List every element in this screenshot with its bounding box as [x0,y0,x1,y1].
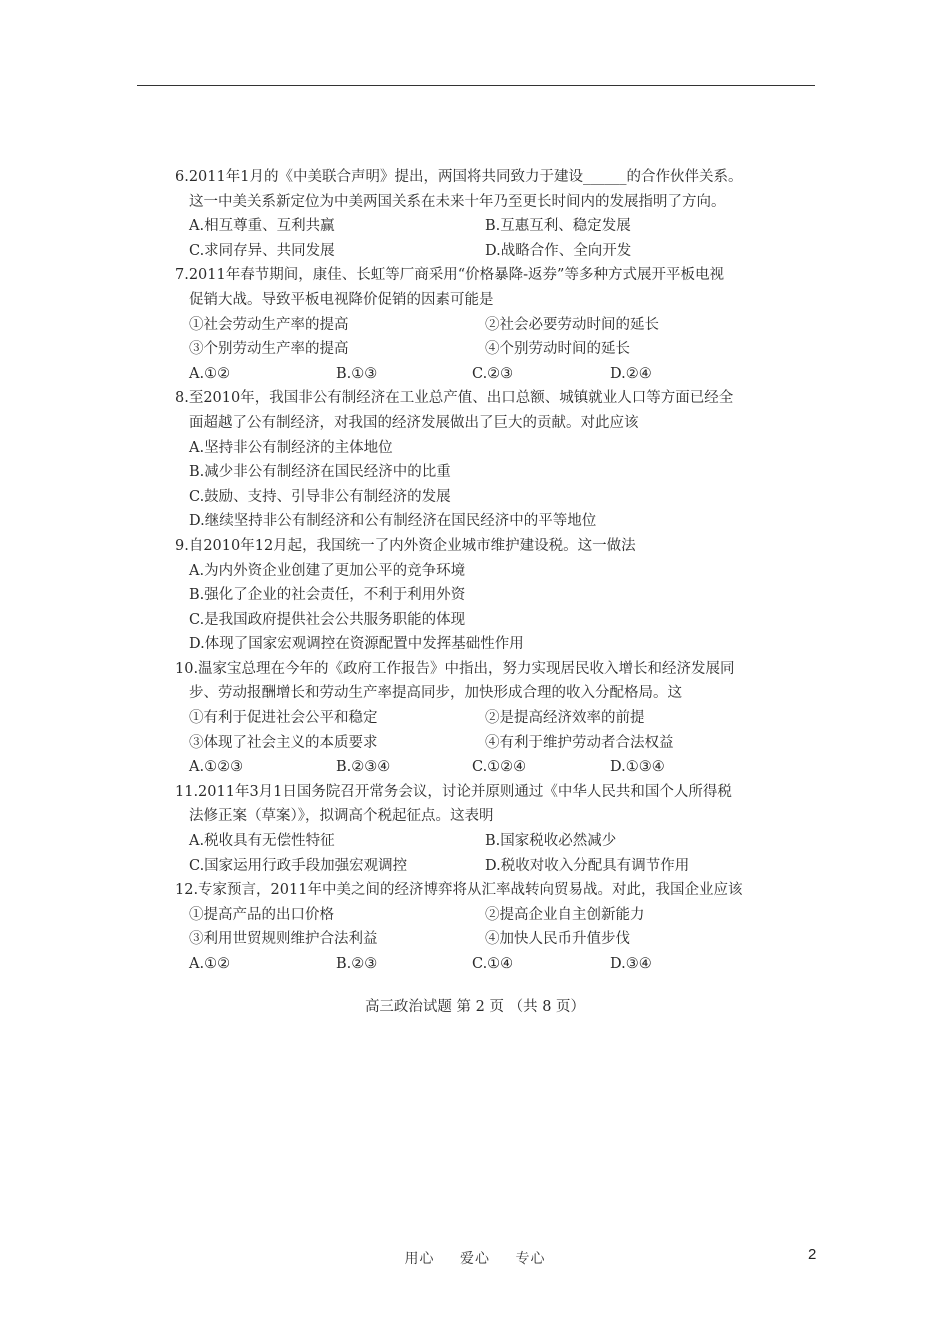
page-label: 高三政治试题 第 2 页 （共 8 页） [364,999,586,1015]
option-row [175,214,775,239]
question-stem: 10.温家宝总理在今年的《政府工作报告》中指出，努力实现居民收入增长和经济发展同 [175,660,735,677]
option-c[interactable]: C.②③ [472,365,514,382]
statement-row [175,903,775,928]
statement-1: ①提高产品的出口价格 [189,906,334,923]
option-c[interactable]: C.①④ [472,956,514,972]
option-b[interactable]: B.②③ [336,956,378,972]
option-row [175,362,775,387]
option-a[interactable]: A.税收具有无偿性特征 [189,833,335,850]
option-d[interactable]: D.③④ [610,956,652,972]
question-stem: 12.专家预言，2011年中美之间的经济博弈将从汇率战转向贸易战。对此，我国企业应该 [175,882,743,899]
option-c[interactable]: C.是我国政府提供社会公共服务职能的体现 [189,611,466,628]
option-d[interactable]: D.②④ [610,365,652,382]
page-number: 2 [808,1246,817,1263]
header-rule [137,85,815,86]
question-stem: 促销大战。导致平板电视降价促销的因素可能是 [189,291,494,308]
statement-4: ④个别劳动时间的延长 [485,341,630,358]
option-a[interactable]: A.①② [189,365,231,382]
question-10 [175,657,775,780]
option-a[interactable]: A.相互尊重、互利共赢 [189,218,335,235]
question-8 [175,386,775,534]
statement-2: ②社会必要劳动时间的延长 [485,316,659,333]
option-b[interactable]: B.互惠互利、稳定发展 [485,218,631,235]
question-stem: 面超越了公有制经济，对我国的经济发展做出了巨大的贡献。对此应该 [189,414,639,431]
option-d[interactable]: D.战略合作、全向开发 [485,242,632,259]
option-b[interactable]: B.①③ [336,365,378,382]
statement-1: ①社会劳动生产率的提高 [189,316,349,333]
option-c[interactable]: C.①②④ [472,759,527,776]
option-d[interactable]: D.①③④ [610,759,665,776]
statement-3: ③利用世贸规则维护合法利益 [189,931,378,948]
option-a[interactable]: A.①②③ [189,759,244,776]
question-12 [175,878,775,976]
footer-word: 爱心 [460,1251,490,1267]
option-a[interactable]: A.为内外资企业创建了更加公平的竞争环境 [189,562,466,579]
question-stem: 法修正案（草案）》，拟调高个税起征点。这表明 [189,808,494,825]
question-9 [175,534,775,657]
option-b[interactable]: B.②③④ [336,759,391,776]
question-7 [175,263,775,386]
statement-3: ③体现了社会主义的本质要求 [189,734,378,751]
statement-2: ②提高企业自主创新能力 [485,906,645,923]
option-b[interactable]: B.国家税收必然减少 [485,833,617,850]
option-row [175,239,775,264]
statement-1: ①有利于促进社会公平和稳定 [189,710,378,727]
question-stem: 7.2011年春节期间，康佳、长虹等厂商采用“价格暴降-返券”等多种方式展开平板电视 [175,267,724,284]
option-c[interactable]: C.鼓励、支持、引导非公有制经济的发展 [189,488,451,505]
option-d[interactable]: D.继续坚持非公有制经济和公有制经济在国民经济中的平等地位 [189,513,597,530]
footer-word: 用心 [404,1251,435,1267]
question-6 [175,165,775,263]
option-c[interactable]: C.求同存异、共同发展 [189,242,335,259]
question-list [175,165,775,977]
statement-row [175,337,775,362]
statement-4: ④有利于维护劳动者合法权益 [485,734,674,751]
statement-4: ④加快人民币升值步伐 [485,931,630,948]
option-row [175,829,775,854]
question-stem: 这一中美关系新定位为中美两国关系在未来十年乃至更长时间内的发展指明了方向。 [189,193,726,210]
statement-row [175,313,775,338]
question-stem: 6.2011年1月的《中美联合声明》提出，两国将共同致力于建设______的合作伙伴关系。 [175,169,743,185]
option-c[interactable]: C.国家运用行政手段加强宏观调控 [189,857,408,874]
question-stem: 9.自2010年12月起，我国统一了内外资企业城市维护建设税。这一做法 [175,537,636,554]
statement-3: ③个别劳动生产率的提高 [189,341,349,358]
statement-row [175,731,775,756]
option-row [175,755,775,780]
option-b[interactable]: B.强化了企业的社会责任，不利于利用外资 [189,587,466,604]
option-row [175,854,775,879]
question-stem: 8.至2010年，我国非公有制经济在工业总产值、出口总额、城镇就业人口等方面已经全 [175,390,734,407]
question-stem: 11.2011年3月1日国务院召开常务会议，讨论并原则通过《中华人民共和国个人所得税 [175,783,732,800]
statement-row [175,706,775,731]
statement-2: ②是提高经济效率的前提 [485,710,645,727]
option-d[interactable]: D.体现了国家宏观调控在资源配置中发挥基础性作用 [189,636,524,653]
option-d[interactable]: D.税收对收入分配具有调节作用 [485,857,690,874]
option-a[interactable]: A.坚持非公有制经济的主体地位 [189,439,393,456]
question-stem: 步、劳动报酬增长和劳动生产率提高同步，加快形成合理的收入分配格局。这 [189,685,682,702]
question-11 [175,780,775,878]
option-a[interactable]: A.①② [189,956,231,972]
statement-row [175,927,775,952]
option-b[interactable]: B.减少非公有制经济在国民经济中的比重 [189,464,451,481]
footer-word: 专心 [515,1251,546,1267]
option-row [175,952,775,977]
